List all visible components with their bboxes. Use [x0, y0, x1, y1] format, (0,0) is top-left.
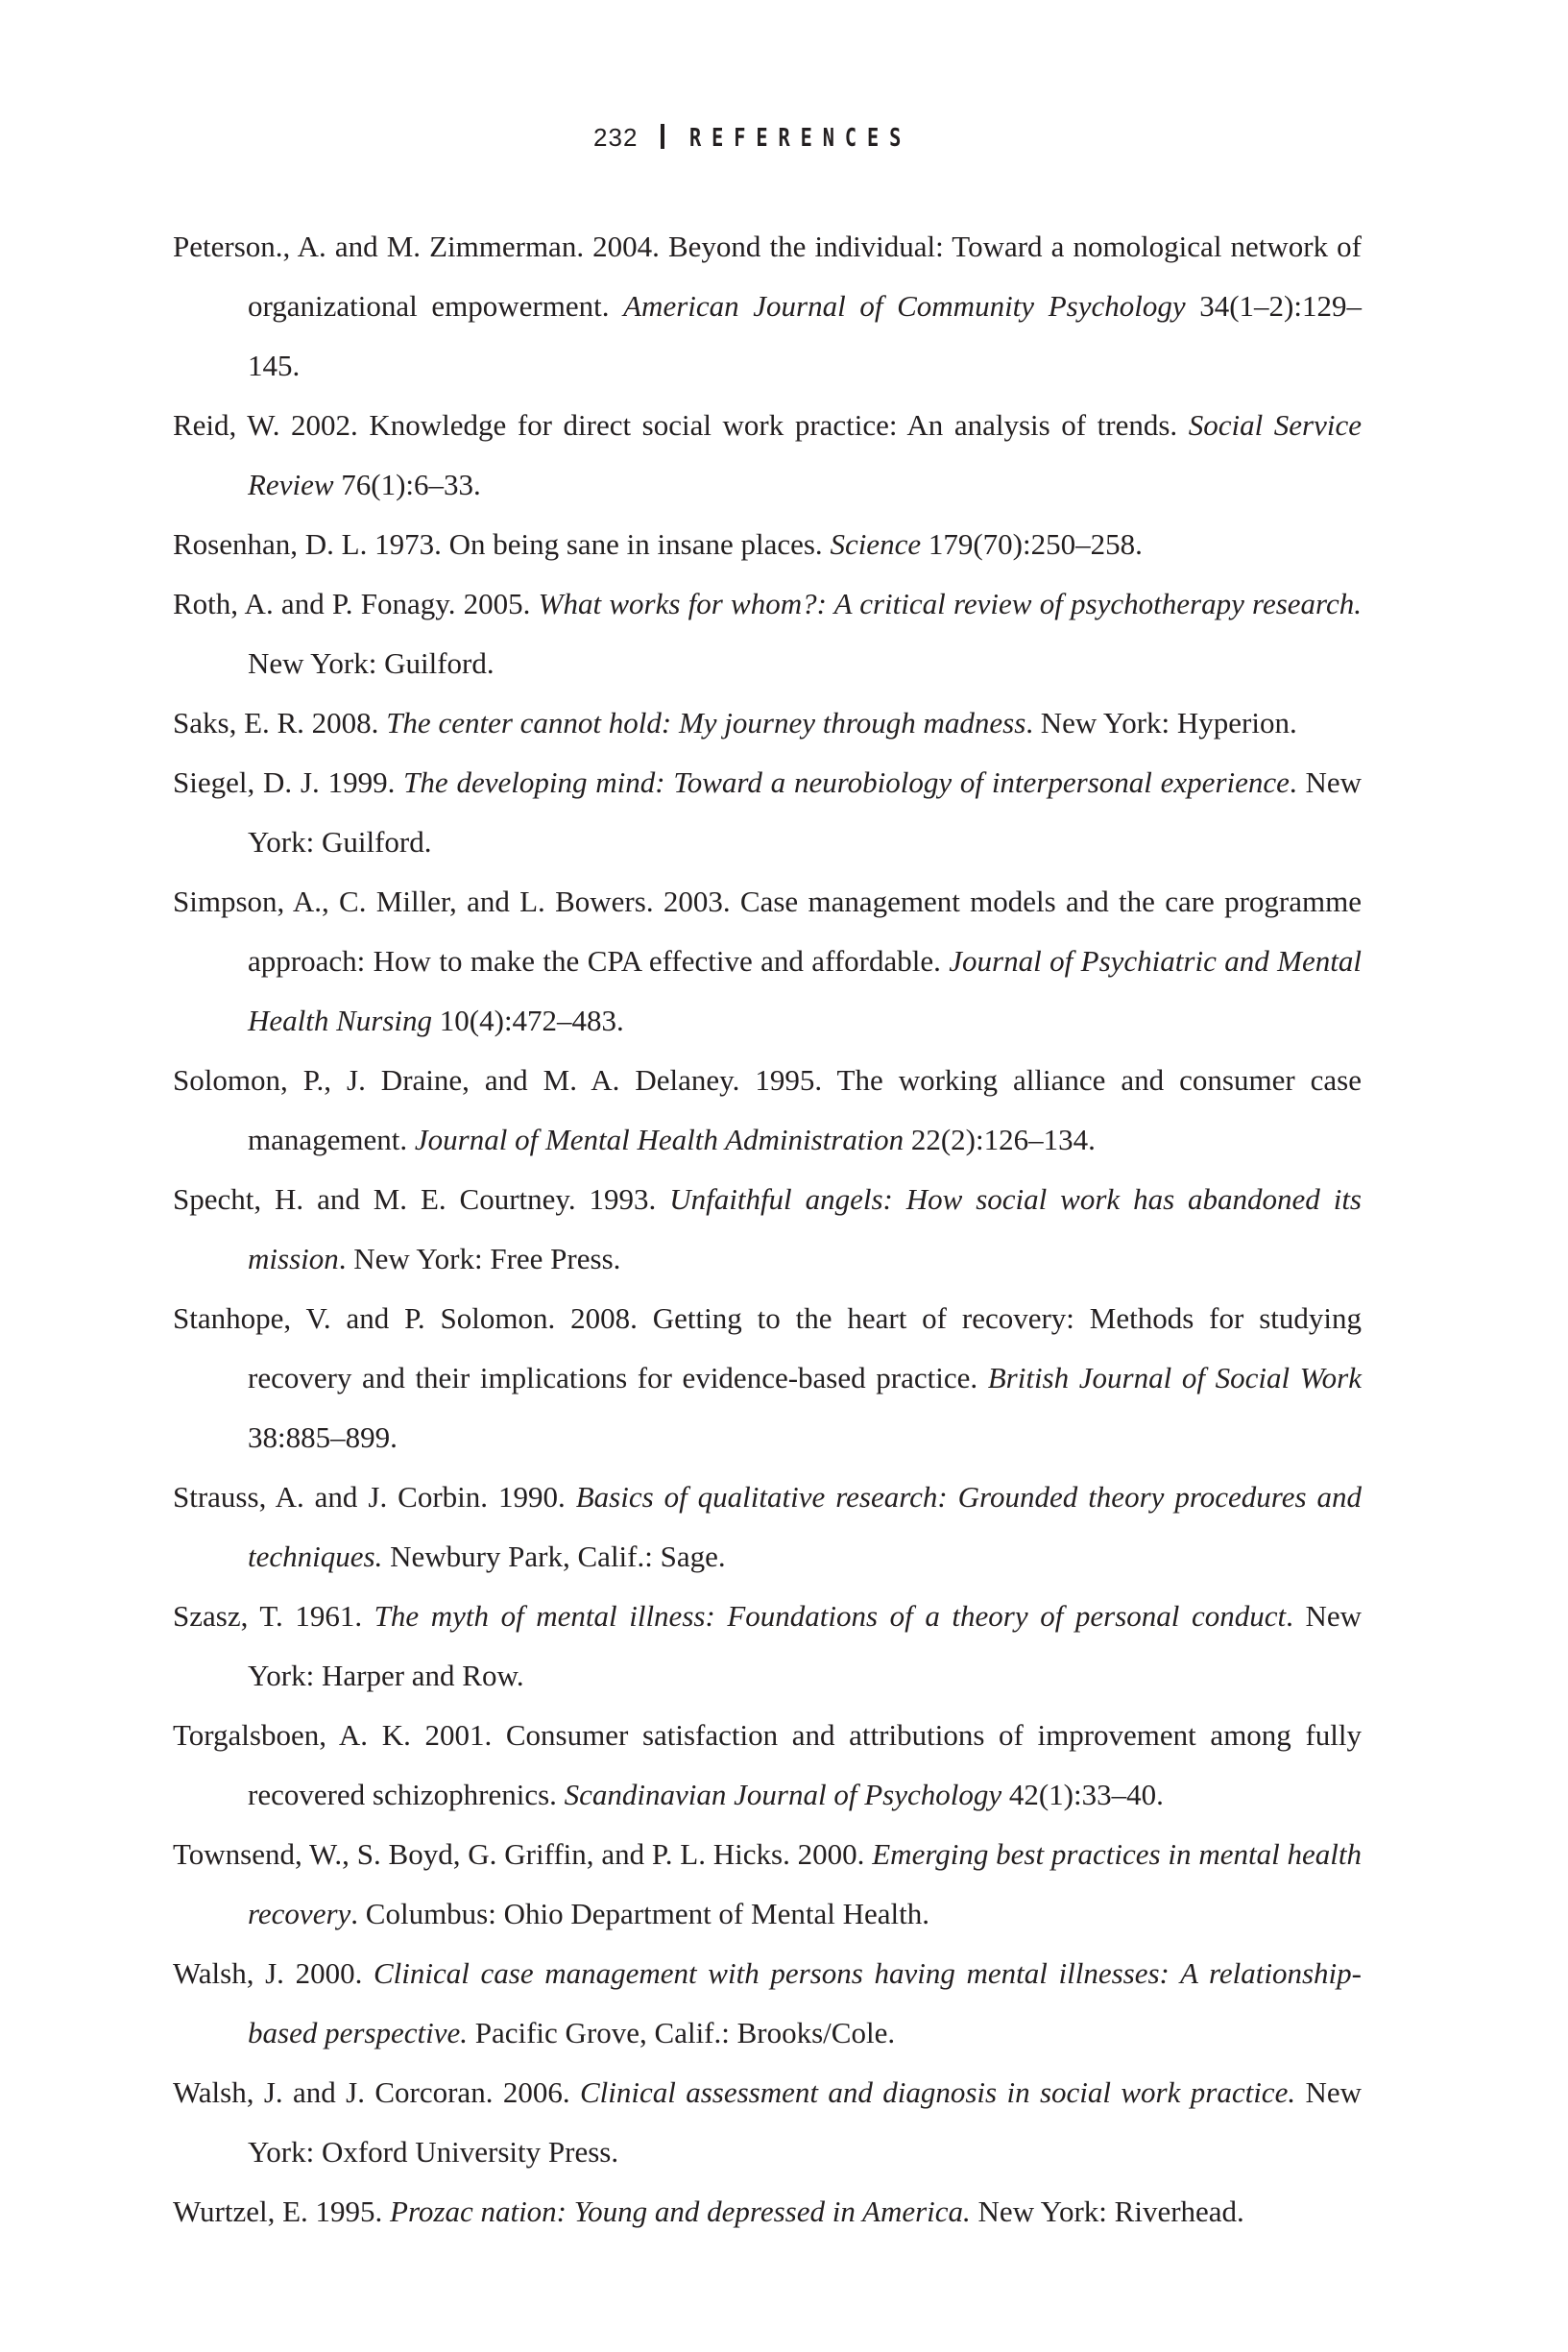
reference-text: . Columbus: Ohio Department of Mental Health. — [350, 1897, 929, 1930]
reference-text: Walsh, J. and J. Corcoran. 2006. — [173, 2075, 580, 2109]
reference-text: Szasz, T. 1961. — [173, 1599, 374, 1633]
reference-title-italic: Journal of Psychiatric and Mental Health Nursing — [248, 944, 1362, 1037]
reference-entry — [173, 1587, 1362, 1706]
reference-text: Wurtzel, E. 1995. — [173, 2194, 391, 2228]
reference-text: Specht, H. and M. E. Courtney. 1993. — [173, 1182, 670, 1216]
reference-entry — [173, 2063, 1362, 2182]
reference-text: . New York: Guilford. — [248, 765, 1362, 859]
reference-text: . New York: Hyperion. — [1025, 706, 1297, 740]
reference-text: Stanhope, V. and P. Solomon. 2008. Getting to the heart of recovery: Methods for studying recovery and their implications for evidence-based practice. — [173, 1301, 1362, 1394]
page-number: 232 — [593, 123, 639, 152]
reference-title-italic: What works for whom?: A critical review of psychotherapy research. — [538, 587, 1362, 620]
reference-text: 42(1):33–40. — [1001, 1778, 1164, 1811]
reference-text: 22(2):126–134. — [904, 1123, 1096, 1156]
reference-entry — [173, 217, 1362, 396]
reference-text: Peterson., A. and M. Zimmerman. 2004. Beyond the individual: Toward a nomological network of organizational empowerment. — [173, 230, 1362, 323]
reference-text: Simpson, A., C. Miller, and L. Bowers. 2003. Case management models and the care programme approach: How to make the CPA effective and affordable. — [173, 885, 1362, 978]
reference-text: Siegel, D. J. 1999. — [173, 765, 404, 799]
reference-text: 10(4):472–483. — [432, 1004, 624, 1037]
reference-title-italic: Social Service Review — [248, 408, 1362, 501]
reference-text: Townsend, W., S. Boyd, G. Griffin, and P. L. Hicks. 2000. — [173, 1837, 873, 1871]
reference-title-italic: Clinical assessment and diagnosis in social work practice. — [579, 2075, 1296, 2109]
reference-title-italic: Science — [830, 527, 922, 561]
header-separator — [661, 124, 664, 149]
reference-title-italic: Prozac nation: Young and depressed in America. — [390, 2194, 971, 2228]
reference-text: Strauss, A. and J. Corbin. 1990. — [173, 1480, 576, 1514]
reference-title-italic: The center cannot hold: My journey through madness — [386, 706, 1026, 740]
section-title: REFERENCES — [689, 124, 912, 153]
reference-text: Solomon, P., J. Draine, and M. A. Delaney. 1995. The working alliance and consumer case management. — [173, 1063, 1362, 1156]
reference-text: . New York: Free Press. — [338, 1242, 621, 1275]
reference-title-italic: Scandinavian Journal of Psychology — [564, 1778, 1002, 1811]
reference-text: Rosenhan, D. L. 1973. On being sane in insane places. — [173, 527, 831, 561]
reference-entry — [173, 872, 1362, 1051]
reference-text: Torgalsboen, A. K. 2001. Consumer satisfaction and attributions of improvement among fully recovered schizophrenics. — [173, 1718, 1362, 1811]
reference-title-italic: American Journal of Community Psychology — [623, 289, 1186, 323]
reference-title-italic: The developing mind: Toward a neurobiology of interpersonal experience — [403, 765, 1290, 799]
reference-entry — [173, 515, 1362, 574]
reference-title-italic: Unfaithful angels: How social work has abandoned its mission — [248, 1182, 1362, 1275]
reference-list — [173, 217, 1362, 2242]
reference-text: Pacific Grove, Calif.: Brooks/Cole. — [467, 2016, 896, 2049]
reference-title-italic: Emerging best practices in mental health recovery — [248, 1837, 1362, 1930]
reference-text: 76(1):6–33. — [333, 468, 481, 501]
reference-entry — [173, 753, 1362, 872]
reference-text: New York: Guilford. — [248, 646, 495, 680]
reference-text: New York: Oxford University Press. — [248, 2075, 1362, 2169]
reference-text: New York: Riverhead. — [970, 2194, 1244, 2228]
reference-entry — [173, 396, 1362, 515]
reference-entry — [173, 1289, 1362, 1467]
reference-entry — [173, 574, 1362, 693]
reference-title-italic: British Journal of Social Work — [987, 1361, 1362, 1394]
reference-entry — [173, 1170, 1362, 1289]
reference-text: Walsh, J. 2000. — [173, 1956, 374, 1990]
reference-entry — [173, 1467, 1362, 1587]
reference-entry — [173, 1944, 1362, 2063]
reference-entry — [173, 693, 1362, 753]
reference-text: . New York: Harper and Row. — [248, 1599, 1362, 1692]
reference-entry — [173, 1706, 1362, 1825]
reference-entry — [173, 1825, 1362, 1944]
reference-title-italic: Journal of Mental Health Administration — [414, 1123, 905, 1156]
reference-title-italic: Clinical case management with persons having mental illnesses: A relationship-based perspective. — [248, 1956, 1362, 2049]
reference-text: Reid, W. 2002. Knowledge for direct social work practice: An analysis of trends. — [173, 408, 1189, 442]
reference-text: Newbury Park, Calif.: Sage. — [382, 1540, 726, 1573]
reference-text: 179(70):250–258. — [921, 527, 1143, 561]
reference-entry — [173, 1051, 1362, 1170]
reference-text: 34(1–2):129–145. — [248, 289, 1362, 382]
running-head — [0, 123, 1568, 153]
reference-entry — [173, 2182, 1362, 2242]
reference-text: 38:885–899. — [248, 1420, 398, 1454]
reference-title-italic: Basics of qualitative research: Grounded theory procedures and techniques. — [248, 1480, 1362, 1573]
reference-text: Roth, A. and P. Fonagy. 2005. — [173, 587, 539, 620]
reference-text: Saks, E. R. 2008. — [173, 706, 387, 740]
reference-title-italic: The myth of mental illness: Foundations of a theory of personal conduct — [374, 1599, 1287, 1633]
